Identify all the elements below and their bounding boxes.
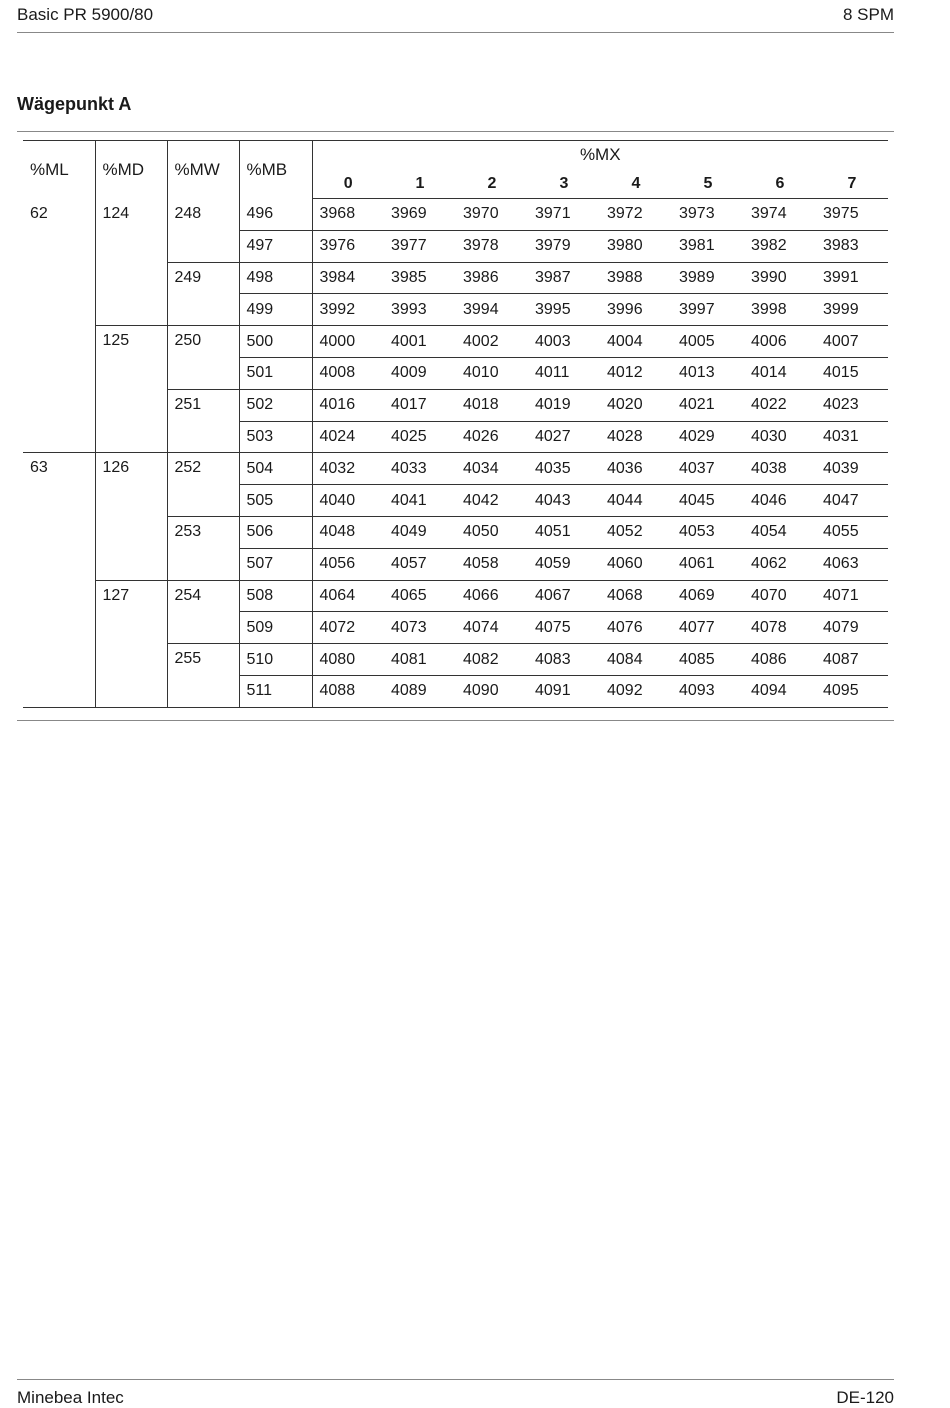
mx-value-cell: 4003: [528, 326, 600, 358]
ml-cell: 63: [23, 453, 95, 707]
mb-cell: 502: [239, 389, 312, 421]
mx-value-cell: 3970: [456, 199, 528, 231]
mx-value-cell: 3975: [816, 199, 888, 231]
mx-value-cell: 3980: [600, 230, 672, 262]
mx-value-cell: 4052: [600, 516, 672, 548]
header-mx-col: 0: [312, 170, 384, 199]
header-mx-col: 4: [600, 170, 672, 199]
mx-value-cell: 4051: [528, 516, 600, 548]
mx-value-cell: 3978: [456, 230, 528, 262]
mx-value-cell: 3987: [528, 262, 600, 294]
mx-value-cell: 4029: [672, 421, 744, 453]
mx-value-cell: 4068: [600, 580, 672, 612]
mx-value-cell: 4086: [744, 644, 816, 676]
mx-value-cell: 4016: [312, 389, 384, 421]
mx-value-cell: 3996: [600, 294, 672, 326]
mx-value-cell: 3971: [528, 199, 600, 231]
mx-value-cell: 3992: [312, 294, 384, 326]
mx-value-cell: 4034: [456, 453, 528, 485]
mx-value-cell: 4005: [672, 326, 744, 358]
mx-value-cell: 4042: [456, 485, 528, 517]
mx-value-cell: 4084: [600, 644, 672, 676]
mx-value-cell: 4046: [744, 485, 816, 517]
mx-value-cell: 3999: [816, 294, 888, 326]
mx-value-cell: 4081: [384, 644, 456, 676]
mx-value-cell: 4018: [456, 389, 528, 421]
mx-value-cell: 4066: [456, 580, 528, 612]
ml-cell: 62: [23, 199, 95, 453]
mx-value-cell: 4048: [312, 516, 384, 548]
mx-value-cell: 4073: [384, 612, 456, 644]
mw-cell: 254: [167, 580, 239, 644]
mx-value-cell: 4082: [456, 644, 528, 676]
mx-value-cell: 4009: [384, 357, 456, 389]
mx-value-cell: 4007: [816, 326, 888, 358]
md-cell: 126: [95, 453, 167, 580]
header-mx-col: 3: [528, 170, 600, 199]
mw-cell: 252: [167, 453, 239, 517]
table-row: [23, 580, 888, 612]
mx-value-cell: 4050: [456, 516, 528, 548]
mx-value-cell: 4044: [600, 485, 672, 517]
mx-value-cell: 4055: [816, 516, 888, 548]
mb-cell: 497: [239, 230, 312, 262]
mx-value-cell: 3979: [528, 230, 600, 262]
mx-value-cell: 3985: [384, 262, 456, 294]
mx-value-cell: 4080: [312, 644, 384, 676]
mx-value-cell: 4017: [384, 389, 456, 421]
mb-cell: 501: [239, 357, 312, 389]
mx-value-cell: 4069: [672, 580, 744, 612]
header-mx-col: 5: [672, 170, 744, 199]
mx-value-cell: 4028: [600, 421, 672, 453]
mx-value-cell: 4095: [816, 675, 888, 707]
mb-cell: 504: [239, 453, 312, 485]
mx-value-cell: 4010: [456, 357, 528, 389]
mx-value-cell: 4043: [528, 485, 600, 517]
header-ml: %ML: [23, 141, 95, 199]
md-cell: 125: [95, 326, 167, 453]
mx-value-cell: 4012: [600, 357, 672, 389]
mb-cell: 505: [239, 485, 312, 517]
mx-value-cell: 4070: [744, 580, 816, 612]
mx-value-cell: 4039: [816, 453, 888, 485]
mx-value-cell: 4000: [312, 326, 384, 358]
mb-cell: 498: [239, 262, 312, 294]
mx-value-cell: 3969: [384, 199, 456, 231]
mx-value-cell: 4040: [312, 485, 384, 517]
mx-value-cell: 4092: [600, 675, 672, 707]
mx-value-cell: 4053: [672, 516, 744, 548]
mw-cell: 250: [167, 326, 239, 390]
table-row: [23, 453, 888, 485]
footer-rule: [17, 1379, 894, 1380]
mx-value-cell: 4020: [600, 389, 672, 421]
header-mx: %MX: [312, 141, 888, 170]
mx-value-cell: 4022: [744, 389, 816, 421]
mx-value-cell: 4019: [528, 389, 600, 421]
mx-value-cell: 4061: [672, 548, 744, 580]
mx-value-cell: 4072: [312, 612, 384, 644]
mx-value-cell: 4056: [312, 548, 384, 580]
mb-cell: 511: [239, 675, 312, 707]
header-md: %MD: [95, 141, 167, 199]
mx-value-cell: 4090: [456, 675, 528, 707]
mx-value-cell: 3988: [600, 262, 672, 294]
mx-value-cell: 3993: [384, 294, 456, 326]
mx-value-cell: 4025: [384, 421, 456, 453]
mx-value-cell: 4071: [816, 580, 888, 612]
mx-value-cell: 4091: [528, 675, 600, 707]
table-row: [23, 326, 888, 358]
mx-value-cell: 4006: [744, 326, 816, 358]
mx-value-cell: 4074: [456, 612, 528, 644]
mx-value-cell: 4087: [816, 644, 888, 676]
mw-cell: 255: [167, 644, 239, 708]
mx-value-cell: 4089: [384, 675, 456, 707]
section-title: Wägepunkt A: [17, 94, 132, 114]
mx-value-cell: 4065: [384, 580, 456, 612]
mw-cell: 249: [167, 262, 239, 326]
mx-value-cell: 4054: [744, 516, 816, 548]
mx-value-cell: 3997: [672, 294, 744, 326]
mx-value-cell: 4024: [312, 421, 384, 453]
mx-value-cell: 4033: [384, 453, 456, 485]
mx-value-cell: 4049: [384, 516, 456, 548]
md-cell: 127: [95, 580, 167, 707]
mx-value-cell: 4083: [528, 644, 600, 676]
header-mx-col: 2: [456, 170, 528, 199]
mx-value-cell: 4076: [600, 612, 672, 644]
mb-cell: 503: [239, 421, 312, 453]
mx-value-cell: 4062: [744, 548, 816, 580]
mx-value-cell: 4088: [312, 675, 384, 707]
mx-value-cell: 4063: [816, 548, 888, 580]
mx-value-cell: 3984: [312, 262, 384, 294]
mw-cell: 248: [167, 199, 239, 263]
mx-value-cell: 4015: [816, 357, 888, 389]
mx-value-cell: 4060: [600, 548, 672, 580]
mx-value-cell: 3998: [744, 294, 816, 326]
mx-value-cell: 3973: [672, 199, 744, 231]
md-cell: 124: [95, 199, 167, 326]
mx-value-cell: 4023: [816, 389, 888, 421]
mx-value-cell: 4035: [528, 453, 600, 485]
mx-value-cell: 4085: [672, 644, 744, 676]
mb-cell: 509: [239, 612, 312, 644]
mx-value-cell: 4078: [744, 612, 816, 644]
mw-cell: 251: [167, 389, 239, 453]
mx-value-cell: 3983: [816, 230, 888, 262]
document-header-title: Basic PR 5900/80: [17, 5, 154, 24]
footer-page-number: DE-120: [836, 1388, 894, 1407]
mx-value-cell: 3976: [312, 230, 384, 262]
header-mb: %MB: [239, 141, 312, 199]
mx-value-cell: 3972: [600, 199, 672, 231]
mx-value-cell: 3974: [744, 199, 816, 231]
mx-value-cell: 4058: [456, 548, 528, 580]
mx-value-cell: 3968: [312, 199, 384, 231]
mx-value-cell: 4064: [312, 580, 384, 612]
mx-value-cell: 4008: [312, 357, 384, 389]
mx-value-cell: 4031: [816, 421, 888, 453]
mx-value-cell: 4030: [744, 421, 816, 453]
mx-value-cell: 4027: [528, 421, 600, 453]
mb-cell: 506: [239, 516, 312, 548]
mb-cell: 507: [239, 548, 312, 580]
mx-value-cell: 3982: [744, 230, 816, 262]
mx-value-cell: 4001: [384, 326, 456, 358]
mb-cell: 499: [239, 294, 312, 326]
mx-value-cell: 4014: [744, 357, 816, 389]
mw-cell: 253: [167, 516, 239, 580]
mx-value-cell: 4011: [528, 357, 600, 389]
mx-value-cell: 4093: [672, 675, 744, 707]
mx-value-cell: 4036: [600, 453, 672, 485]
document-header-section: 8 SPM: [842, 5, 894, 24]
mx-value-cell: 4047: [816, 485, 888, 517]
address-table: [23, 140, 888, 708]
mx-value-cell: 4026: [456, 421, 528, 453]
header-mx-col: 1: [384, 170, 456, 199]
mx-value-cell: 4075: [528, 612, 600, 644]
mb-cell: 496: [239, 199, 312, 231]
mx-value-cell: 4067: [528, 580, 600, 612]
mx-value-cell: 4021: [672, 389, 744, 421]
header-mx-col: 6: [744, 170, 816, 199]
mb-cell: 510: [239, 644, 312, 676]
mx-value-cell: 4004: [600, 326, 672, 358]
mx-value-cell: 4059: [528, 548, 600, 580]
mx-value-cell: 4038: [744, 453, 816, 485]
header-mx-col: 7: [816, 170, 888, 199]
mx-value-cell: 4057: [384, 548, 456, 580]
mx-value-cell: 3989: [672, 262, 744, 294]
mx-value-cell: 3990: [744, 262, 816, 294]
mx-value-cell: 3977: [384, 230, 456, 262]
mx-value-cell: 4094: [744, 675, 816, 707]
mx-value-cell: 4045: [672, 485, 744, 517]
mb-cell: 500: [239, 326, 312, 358]
section-rule-top: [17, 131, 894, 132]
mx-value-cell: 4041: [384, 485, 456, 517]
mx-value-cell: 3981: [672, 230, 744, 262]
header-rule: [17, 32, 894, 33]
mx-value-cell: 3991: [816, 262, 888, 294]
mx-value-cell: 3995: [528, 294, 600, 326]
section-rule-bottom: [17, 720, 894, 721]
mx-value-cell: 3986: [456, 262, 528, 294]
mb-cell: 508: [239, 580, 312, 612]
mx-value-cell: 4077: [672, 612, 744, 644]
table-row: [23, 199, 888, 231]
mx-value-cell: 4032: [312, 453, 384, 485]
mx-value-cell: 4079: [816, 612, 888, 644]
header-mw: %MW: [167, 141, 239, 199]
footer-company: Minebea Intec: [17, 1388, 124, 1407]
mx-value-cell: 3994: [456, 294, 528, 326]
mx-value-cell: 4002: [456, 326, 528, 358]
mx-value-cell: 4037: [672, 453, 744, 485]
mx-value-cell: 4013: [672, 357, 744, 389]
